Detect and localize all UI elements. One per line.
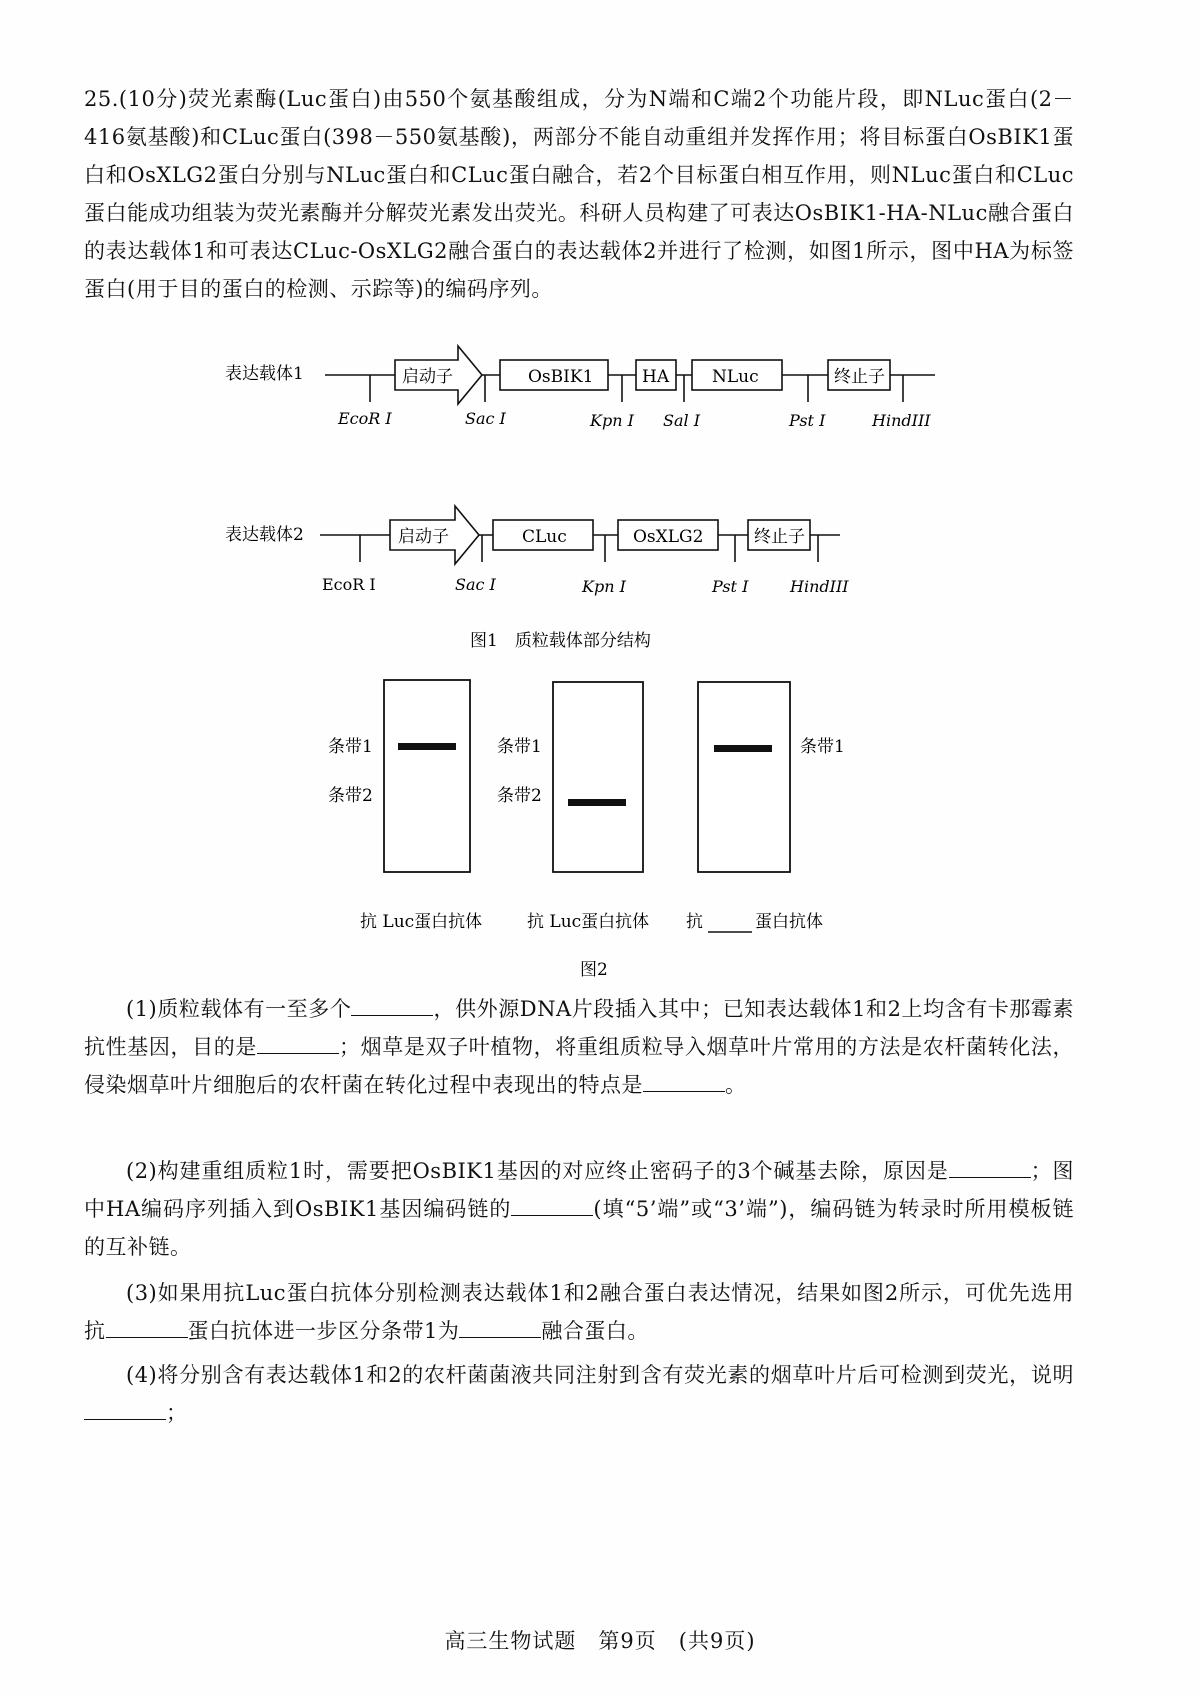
lane-3 bbox=[686, 682, 845, 932]
figure-2-caption: 图2 bbox=[580, 960, 608, 980]
answer-blank[interactable] bbox=[257, 1031, 339, 1054]
answer-blank[interactable] bbox=[949, 1155, 1031, 1178]
answer-blank[interactable] bbox=[511, 1193, 593, 1216]
lane-2 bbox=[497, 682, 649, 932]
answer-blank[interactable] bbox=[643, 1069, 725, 1092]
answer-blank[interactable] bbox=[106, 1315, 188, 1338]
lane-1-band bbox=[398, 743, 456, 750]
vector-1-box-terminator: 终止子 bbox=[834, 367, 885, 387]
vector-1-box-promoter: 启动子 bbox=[402, 367, 453, 387]
lane-2-label-band1: 条带1 bbox=[497, 737, 542, 757]
vector-1-label: 表达载体1 bbox=[225, 364, 304, 384]
site-ecori-1: EcoR I bbox=[338, 409, 392, 428]
site-sali-1: Sal I bbox=[663, 411, 701, 430]
site-saci-2: Sac I bbox=[455, 575, 496, 594]
figure-2-western-blot bbox=[0, 670, 1200, 980]
lane-3-label-band1: 条带1 bbox=[800, 737, 845, 757]
vector-1 bbox=[225, 346, 935, 430]
site-kpni-2: Kpn I bbox=[582, 577, 626, 596]
vector-1-box-nluc: NLuc bbox=[712, 367, 759, 387]
vector-2-box-osxlg2: OsXLG2 bbox=[633, 527, 704, 547]
lane-2-antibody: 抗 Luc蛋白抗体 bbox=[527, 912, 650, 932]
lane-2-label-band2: 条带2 bbox=[497, 786, 542, 806]
lane-3-band bbox=[714, 745, 772, 752]
site-hindiii-2: HindIII bbox=[790, 577, 849, 596]
vector-2-box-cluc: CLuc bbox=[522, 527, 567, 547]
site-ecori-2: EcoR I bbox=[322, 575, 376, 594]
site-saci-1: Sac I bbox=[465, 409, 506, 428]
site-psti-1: Pst I bbox=[789, 411, 826, 430]
vector-2-label: 表达载体2 bbox=[225, 525, 304, 545]
figure-1-caption: 图1 质粒载体部分结构 bbox=[470, 631, 651, 651]
vector-2-box-promoter: 启动子 bbox=[398, 527, 449, 547]
site-psti-2: Pst I bbox=[712, 577, 749, 596]
answer-blank[interactable] bbox=[351, 993, 433, 1016]
subquestion-2: (2)构建重组质粒1时，需要把OsBIK1基因的对应终止密码子的3个碱基去除，原因是 ；图中HA编码序列插入到OsBIK1基因编码链的 (填“5’端”或“3’端”)，编码链为转录时所用模板链的互补链。 bbox=[84, 1152, 1074, 1266]
site-kpni-1: Kpn I bbox=[590, 411, 634, 430]
lane-2-band bbox=[568, 799, 626, 806]
vector-1-box-ha: HA bbox=[642, 367, 670, 387]
vector-2-box-terminator: 终止子 bbox=[754, 527, 805, 547]
page-footer: 高三生物试题 第9页 (共9页) bbox=[444, 1629, 756, 1653]
lane-3-antibody-suffix: 蛋白抗体 bbox=[755, 912, 823, 932]
subquestion-3: (3)如果用抗Luc蛋白抗体分别检测表达载体1和2融合蛋白表达情况，结果如图2所示，可优先选用抗 蛋白抗体进一步区分条带1为 融合蛋白。 bbox=[84, 1281, 1074, 1343]
question-stem: 25.(10分)荧光素酶(Luc蛋白)由550个氨基酸组成，分为N端和C端2个功能片段，即NLuc蛋白(2－416氨基酸)和CLuc蛋白(398－550氨基酸)，两部分不能自动重组并发挥作用；将目标蛋白OsBIK1蛋白和OsXLG2蛋白分别与NLuc蛋白和CLuc蛋白融合，若2个目标蛋白相互作用，则NLuc蛋白和CLuc蛋白能成功组装为荧光素酶并分解荧光素发出荧光。科研人员构建了可表达OsBIK1-HA-NLuc融合蛋白的表达载体1和可表达CLuc-OsXLG2融合蛋白的表达载体2并进行了检测，如图1所示，图中HA为标签蛋白(用于目的蛋白的检测、示踪等)的编码序列。 bbox=[84, 87, 1074, 301]
answer-blank[interactable] bbox=[459, 1315, 541, 1338]
lane-3-antibody-prefix: 抗 bbox=[686, 912, 703, 932]
lane-1-label-band1: 条带1 bbox=[328, 737, 373, 757]
lane-1-antibody: 抗 Luc蛋白抗体 bbox=[360, 912, 483, 932]
site-hindiii-1: HindIII bbox=[872, 411, 931, 430]
subquestion-1: (1)质粒载体有一至多个 ，供外源DNA片段插入其中；已知表达载体1和2上均含有卡那霉素抗性基因，目的是 ；烟草是双子叶植物，将重组质粒导入烟草叶片常用的方法是农杆菌转化法，侵染烟草叶片细胞后的农杆菌在转化过程中表现出的特点是 。 bbox=[84, 990, 1074, 1104]
lane-1 bbox=[328, 680, 482, 932]
vector-1-box-osbik1: OsBIK1 bbox=[528, 367, 594, 387]
subquestion-4: (4)将分别含有表达载体1和2的农杆菌菌液共同注射到含有荧光素的烟草叶片后可检测到荧光，说明； bbox=[84, 1356, 1074, 1432]
vector-2 bbox=[225, 506, 849, 596]
answer-blank[interactable] bbox=[84, 1397, 166, 1420]
lane-1-label-band2: 条带2 bbox=[328, 786, 373, 806]
